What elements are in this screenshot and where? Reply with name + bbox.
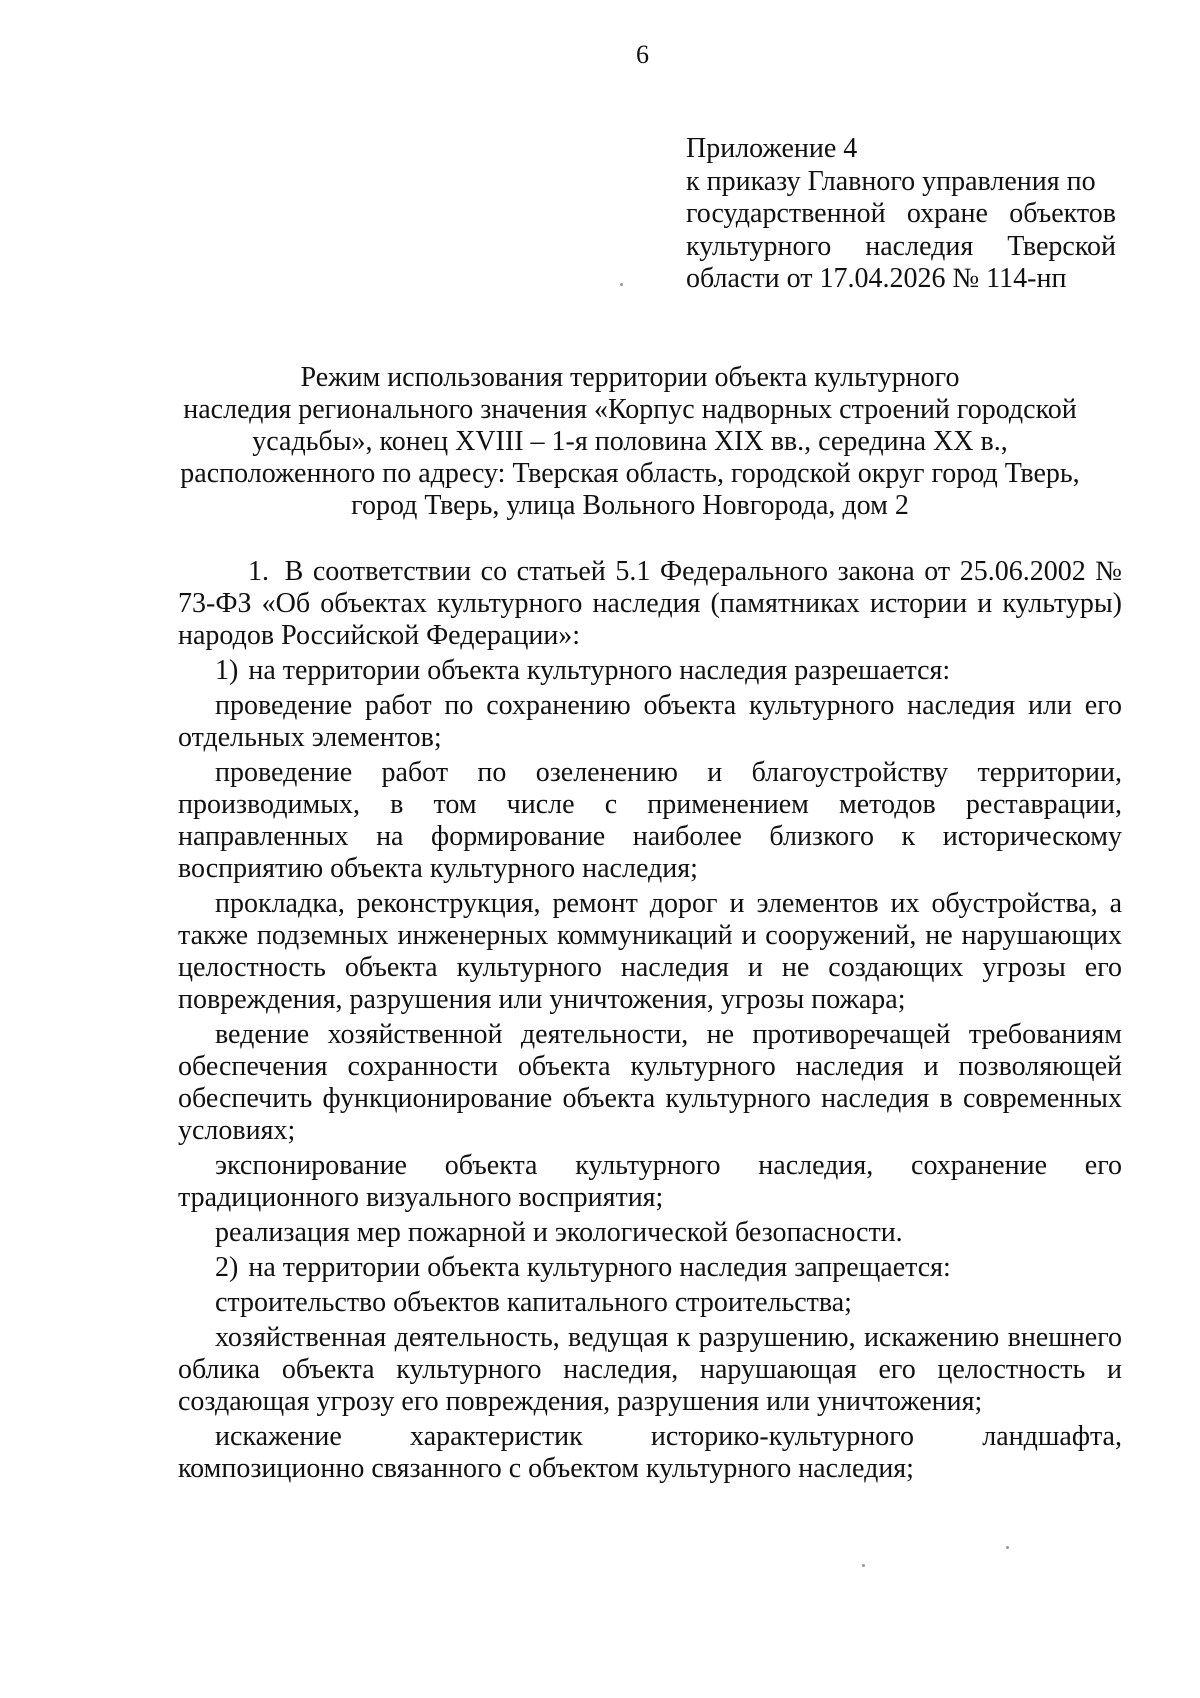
appendix-line: государственной охране объектов xyxy=(686,198,1116,229)
title-line: город Тверь, улица Вольного Новгорода, дом 2 xyxy=(351,490,909,521)
document-body xyxy=(178,556,1122,1488)
scan-speck xyxy=(862,1564,865,1567)
prohibited-item: искажение характеристик историко-культурного ландшафта, композиционно связанного с объектом культурного наследия; xyxy=(178,1421,1122,1484)
paragraph-1 xyxy=(178,556,1122,652)
subitem-text: на территории объекта культурного наследия разрешается: xyxy=(248,655,951,686)
allowed-item: экспонирование объекта культурного наследия, сохранение его традиционного визуального восприятия; xyxy=(178,1150,1122,1213)
subitem-number: 2) xyxy=(215,1252,239,1283)
subitem-prohibited-heading xyxy=(178,1252,1122,1284)
subitem-number: 1) xyxy=(215,655,239,686)
appendix-order-date: области от 17.04.2026 № 114-нп xyxy=(686,263,1067,294)
document-title xyxy=(130,362,1130,522)
subitem-allowed-heading xyxy=(178,655,1122,687)
allowed-item: проведение работ по озеленению и благоустройству территории, производимых, в том числе с применением методов реставрации, направленных на формирование наиболее близкого к историческому восприятию объекта культурного наследия; xyxy=(178,757,1122,884)
appendix-line: культурного наследия Тверской xyxy=(686,230,1116,262)
prohibited-item: строительство объектов капитального строительства; xyxy=(215,1287,852,1318)
title-line: расположенного по адресу: Тверская область, городской округ город Тверь, xyxy=(180,458,1080,489)
allowed-item: прокладка, реконструкция, ремонт дорог и элементов их обустройства, а также подземных инженерных коммуникаций и сооружений, не нарушающих целостность объекта культурного наследия и не создающих угрозы его повреждения, разрушения или уничтожения, угрозы пожара; xyxy=(178,888,1122,1015)
subitem-text: на территории объекта культурного наследия запрещается: xyxy=(248,1252,951,1283)
appendix-title: Приложение 4 xyxy=(686,133,858,164)
appendix-header xyxy=(686,133,1116,296)
appendix-line: к приказу Главного управления по xyxy=(686,165,1096,197)
title-line: Режим использования территории объекта культурного xyxy=(300,362,960,393)
title-line: наследия регионального значения «Корпус надворных строений городской xyxy=(183,394,1077,425)
paragraph-text: В соответствии со статьей 5.1 Федерального закона от 25.06.2002 № 73-ФЗ «Об объектах культурного наследия (памятниках истории и культуры) народов Российской Федерации»: xyxy=(178,556,1122,651)
allowed-item: проведение работ по сохранению объекта культурного наследия или его отдельных элементов; xyxy=(178,690,1122,753)
allowed-item: ведение хозяйственной деятельности, не противоречащей требованиям обеспечения сохранности объекта культурного наследия и позволяющей обеспечить функционирование объекта культурного наследия в современных условиях; xyxy=(178,1019,1122,1146)
scan-speck xyxy=(620,283,623,286)
prohibited-item: хозяйственная деятельность, ведущая к разрушению, искажению внешнего облика объекта культурного наследия, нарушающая его целостность и создающая угрозу его повреждения, разрушения или уничтожения; xyxy=(178,1322,1122,1417)
allowed-item: реализация мер пожарной и экологической безопасности. xyxy=(215,1217,903,1248)
title-line: усадьбы», конец XVIII – 1-я половина XIX вв., середина XX в., xyxy=(252,426,1008,457)
paragraph-number: 1. xyxy=(248,556,269,587)
scan-speck xyxy=(1006,1546,1009,1549)
page-number: 6 xyxy=(636,40,649,69)
